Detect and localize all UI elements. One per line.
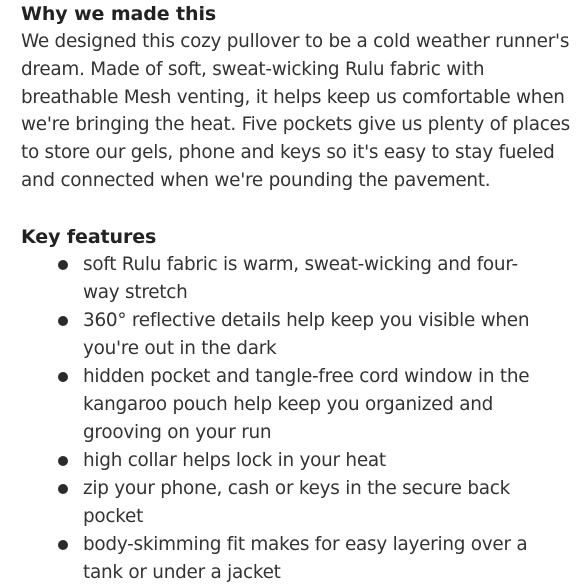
list-item — [21, 307, 577, 363]
bullet-icon — [58, 540, 68, 550]
feature-text: 360° reflective details help keep you visible when you're out in the dark — [83, 309, 530, 359]
features-list — [21, 251, 577, 587]
bullet-icon — [58, 456, 68, 466]
feature-text: body-skimming fit makes for easy layering over a tank or under a jacket — [83, 533, 528, 583]
why-paragraph: We designed this cozy pullover to be a cold weather runner's dream. Made of soft, sweat-wicking Rulu fabric with breathable Mesh venting, it helps keep us comfortable when we're bringing the heat. Five pockets give us plenty of places to store our gels, phone and keys so it's easy to stay fueled and connected when we're pounding the pavement. — [21, 31, 570, 191]
bullet-icon — [58, 372, 68, 382]
product-description — [21, 0, 577, 587]
list-item — [21, 531, 577, 587]
features-heading: Key features — [21, 225, 157, 248]
feature-text: hidden pocket and tangle-free cord window in the kangaroo pouch help keep you organized and grooving on your run — [83, 365, 530, 443]
list-item — [21, 251, 577, 307]
feature-text: zip your phone, cash or keys in the secure back pocket — [83, 477, 511, 527]
list-item — [21, 447, 577, 475]
list-item — [21, 363, 577, 447]
section-spacer — [21, 195, 577, 223]
feature-text: soft Rulu fabric is warm, sweat-wicking and four-way stretch — [83, 253, 518, 303]
bullet-icon — [58, 484, 68, 494]
list-item — [21, 475, 577, 531]
feature-text: high collar helps lock in your heat — [83, 449, 386, 471]
bullet-icon — [58, 316, 68, 326]
bullet-icon — [58, 260, 68, 270]
why-heading: Why we made this — [21, 3, 217, 25]
